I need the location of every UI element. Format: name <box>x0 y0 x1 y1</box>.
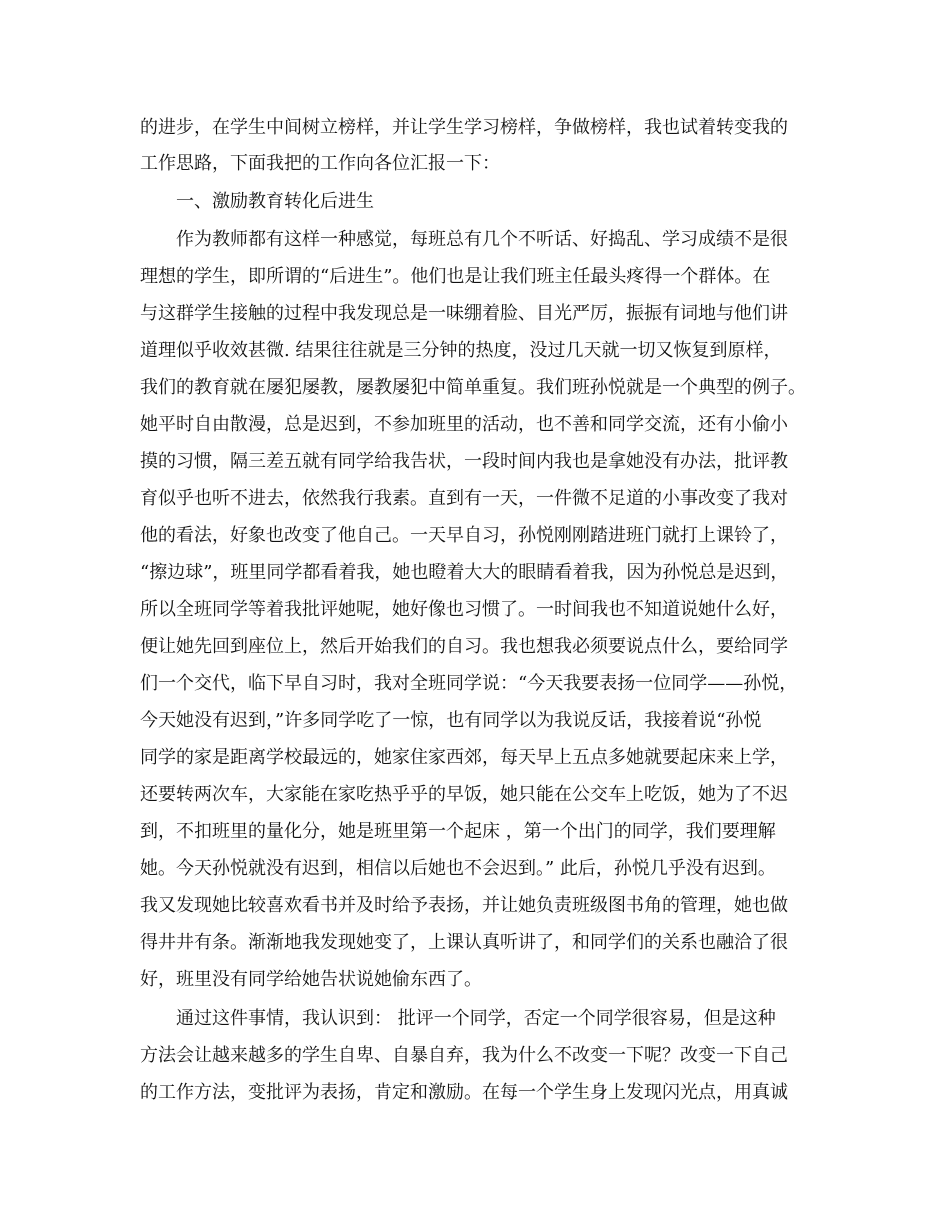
text-line: 理想的学生，即所谓的“后进生”。他们也是让我们班主任最头疼得一个群体。在 <box>140 266 771 287</box>
text-line: 所以全班同学等着我批评她呢，她好像也习惯了。一时间我也不知道说她什么好， <box>140 599 788 620</box>
text-line: 到，不扣班里的量化分，她是班里第一个起床 ，第一个出门的同学，我们要理解 <box>140 821 776 842</box>
text-line: 与这群学生接触的过程中我发现总是一味绷着脸、目光严厉，振振有词地与他们讲 <box>140 303 788 324</box>
text-line: 今天她没有迟到，”许多同学吃了一惊，也有同学以为我说反话，我接着说“孙悦 <box>140 710 762 731</box>
text-line: 便让她先回到座位上，然后开始我们的自习。我也想我必须要说点什么，要给同学 <box>140 636 788 657</box>
text-line: 我们的教育就在屡犯屡教，屡教屡犯中简单重复。我们班孙悦就是一个典型的例子。 <box>140 377 806 398</box>
section-heading: 一、激励教育转化后进生 <box>176 191 374 212</box>
text-line: 育似乎也听不进去，依然我行我素。直到有一天，一件微不足道的小事改变了我对 <box>140 488 788 509</box>
text-line: 我又发现她比较喜欢看书并及时给予表扬，并让她负责班级图书角的管理，她也做 <box>140 895 788 916</box>
text-line: 同学的家是距离学校最远的，她家住家西郊，每天早上五点多她就要起床来上学， <box>140 747 788 768</box>
text-line: 他的看法，好象也改变了他自己。一天早自习，孙悦刚刚踏进班门就打上课铃了， <box>140 525 788 546</box>
text-line: 得井井有条。渐渐地我发现她变了，上课认真听讲了，和同学们的关系也融洽了很 <box>140 932 788 953</box>
text-line: “擦边球”，班里同学都看着我，她也瞪着大大的眼睛看着我，因为孙悦总是迟到， <box>140 562 789 583</box>
text-line: 的进步，在学生中间树立榜样，并让学生学习榜样，争做榜样，我也试着转变我的 <box>140 117 788 138</box>
text-line: 好，班里没有同学给她告状说她偷东西了。 <box>140 969 482 990</box>
text-line: 工作思路，下面我把的工作向各位汇报一下： <box>140 153 500 174</box>
text-line: 们一个交代，临下早自习时，我对全班同学说：“今天我要表扬一位同学——孙悦， <box>140 673 798 694</box>
text-line: 方法会让越来越多的学生自卑、自暴自弃，我为什么不改变一下呢？改变一下自己 <box>140 1045 788 1066</box>
text-line: 的工作方法，变批评为表扬，肯定和激励。在每一个学生身上发现闪光点，用真诚 <box>140 1082 788 1103</box>
text-line: 摸的习惯，隔三差五就有同学给我告状，一段时间内我也是拿她没有办法，批评教 <box>140 451 788 472</box>
text-line: 她平时自由散漫，总是迟到，不参加班里的活动，也不善和同学交流，还有小偷小 <box>140 414 788 435</box>
text-line: 道理似乎收效甚微. 结果往往就是三分钟的热度，没过几天就一切又恢复到原样， <box>140 340 782 361</box>
text-line: 还要转两次车，大家能在家吃热乎乎的早饭，她只能在公交车上吃饭，她为了不迟 <box>140 784 788 805</box>
text-line: 通过这件事情，我认识到： 批评一个同学，否定一个同学很容易，但是这种 <box>176 1008 776 1029</box>
text-line: 她。今天孙悦就没有迟到，相信以后她也不会迟到。” 此后，孙悦几乎没有迟到。 <box>140 858 776 879</box>
text-line: 作为教师都有这样一种感觉，每班总有几个不听话、好捣乱、学习成绩不是很 <box>176 229 788 250</box>
